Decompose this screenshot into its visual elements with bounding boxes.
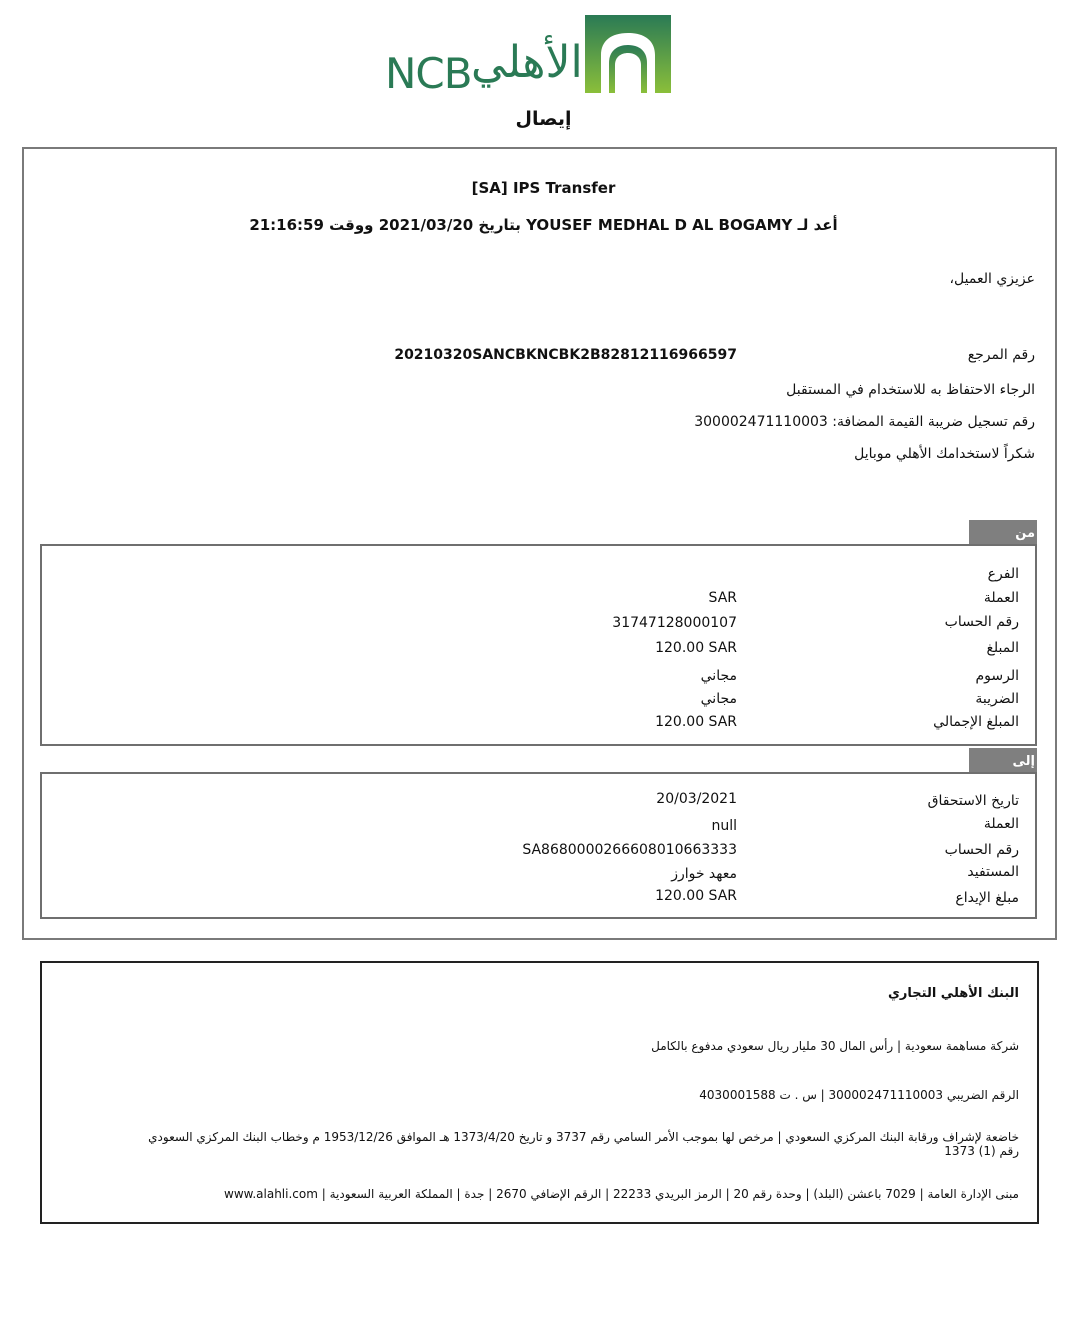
to-section-tab: إلى [969,748,1037,772]
reference-number: 20210320SANCBKNCBK2B82812116966597 [394,347,737,363]
to-currency-value: null [711,818,737,834]
from-currency-label: العملة [983,590,1019,606]
to-currency-label: العملة [983,816,1019,832]
from-fees-label: الرسوم [975,668,1019,684]
from-total-value: 120.00 SAR [655,714,737,730]
from-section-tab: من [969,520,1037,544]
to-due-date-value: 20/03/2021 [656,791,737,807]
footer-tax-cr: الرقم الضريبي 300002471110003 | س . ت 4030001588 [699,1088,1019,1102]
thanks-note: شكراً لاستخدامك الأهلي موبايل [854,446,1035,462]
footer-regulation-line1: خاضعة لإشراف ورقابة البنك المركزي السعودي | مرخص لها بموجب الأمر السامي رقم 3737 و تاريخ 1373/4/20 هـ الموافق 1953/12/26 م وخطاب البنك المركزي السعودي [148,1130,1019,1144]
from-fees-value: مجاني [700,668,737,684]
logo-latin-text: NCB [385,49,472,98]
from-branch-label: الفرع [987,566,1019,582]
logo-arch-icon [585,15,671,93]
from-account-value: 31747128000107 [612,615,737,631]
reference-label: رقم المرجع [967,347,1035,363]
from-tax-label: الضريبة [975,691,1019,707]
to-beneficiary-value: معهد خوارز [671,866,737,882]
from-amount-label: المبلغ [986,640,1019,656]
from-currency-value: SAR [708,590,737,606]
footer-regulation-line2: رقم (1) 1373 [944,1144,1019,1158]
prepared-for-line: أعد لـ YOUSEF MEDHAL D AL BOGAMY بتاريخ 2021/03/20 ووقت 21:16:59 [249,216,838,234]
from-account-label: رقم الحساب [944,614,1019,630]
to-due-date-label: تاريخ الاستحقاق [927,793,1019,809]
logo-arabic-text: الأهلي [471,37,583,88]
footer-bank-name: البنك الأهلي التجاري [887,986,1019,1001]
from-total-label: المبلغ الإجمالي [933,714,1019,730]
from-amount-value: 120.00 SAR [655,640,737,656]
bank-logo [385,15,675,97]
vat-registration: رقم تسجيل ضريبة القيمة المضافة: 300002471110003 [694,414,1035,430]
document-title: إيصال [515,108,572,130]
greeting: عزيزي العميل، [949,271,1035,287]
to-beneficiary-label: المستفيد [967,864,1019,880]
to-deposit-amount-label: مبلغ الإيداع [955,890,1019,906]
transfer-type: [SA] IPS Transfer [471,179,616,197]
to-account-label: رقم الحساب [944,842,1019,858]
from-section-box [40,544,1037,746]
footer-capital: شركة مساهمة سعودية | رأس المال 30 مليار ريال سعودي مدفوع بالكامل [651,1039,1019,1053]
to-deposit-amount-value: 120.00 SAR [655,888,737,904]
keep-note: الرجاء الاحتفاظ به للاستخدام في المستقبل [786,382,1035,398]
from-tax-value: مجاني [700,691,737,707]
footer-address: مبنى الإدارة العامة | 7029 باعشن (البلد) | وحدة رقم 20 | الرمز البريدي 22233 | الرقم الإضافي 2670 | جدة | المملكة العربية السعودية | www.alahli.com [224,1187,1019,1201]
to-account-value: SA8680000266608010663333 [522,842,737,858]
